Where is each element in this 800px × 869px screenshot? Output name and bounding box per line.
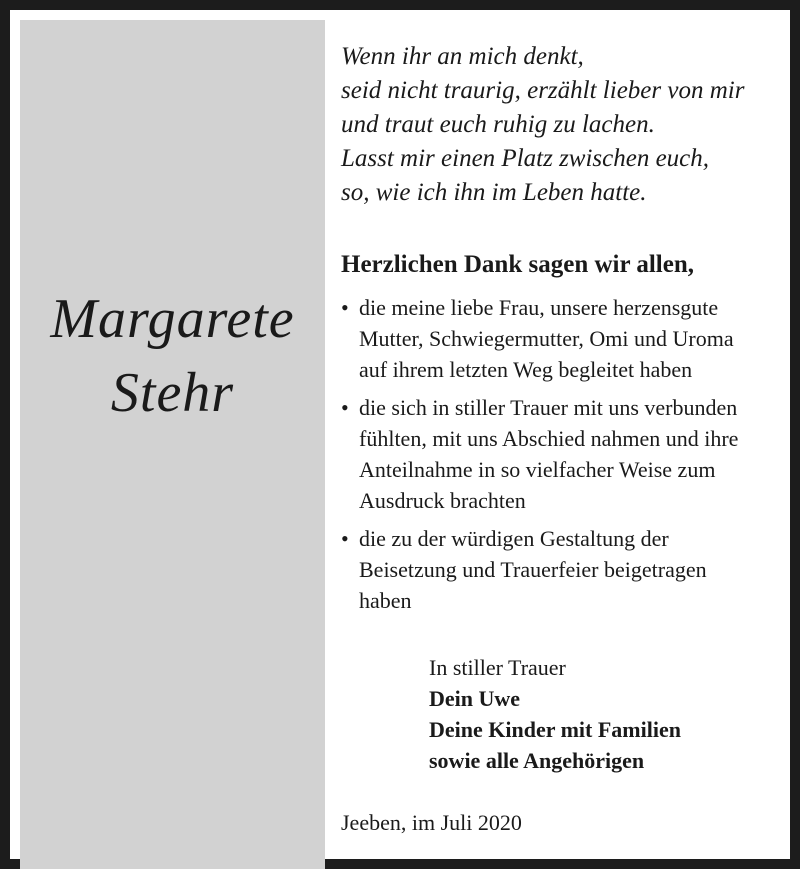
list-item [341, 392, 800, 516]
list-item-line: Mutter, Schwiegermutter, Omi und Uroma [359, 326, 734, 351]
list-item-line: fühlten, mit uns Abschied nahmen und ihre [359, 426, 739, 451]
list-item-line: Beisetzung und Trauerfeier beigetragen [359, 557, 707, 582]
deceased-first-name: Margarete [50, 288, 295, 350]
name-panel [20, 20, 325, 869]
signoff-name: Dein Uwe [429, 686, 521, 711]
list-item-line: die zu der würdigen Gestaltung der [359, 526, 669, 551]
signoff [429, 652, 681, 776]
list-item [341, 523, 800, 616]
bullet-icon: • [341, 526, 349, 551]
list-item-line: die sich in stiller Trauer mit uns verbunden [359, 395, 738, 420]
poem-line: seid nicht traurig, erzählt lieber von mir [341, 77, 745, 104]
poem-line: Wenn ihr an mich denkt, [341, 43, 584, 70]
list-item-line: haben [359, 588, 412, 613]
poem-line: und traut euch ruhig zu lachen. [341, 111, 655, 138]
bullet-icon: • [341, 395, 349, 420]
list-item-line: Anteilnahme in so vielfacher Weise zum [359, 457, 716, 482]
list-item-line: auf ihrem letzten Weg begleitet haben [359, 357, 693, 382]
poem-line: Lasst mir einen Platz zwischen euch, [341, 145, 710, 172]
signoff-name: sowie alle Angehörigen [429, 748, 645, 773]
place-date: Jeeben, im Juli 2020 [341, 810, 522, 835]
deceased-name [20, 282, 325, 430]
list-item-line: die meine liebe Frau, unsere herzensgute [359, 295, 719, 320]
thanks-heading: Herzlichen Dank sagen wir allen, [341, 251, 695, 278]
deceased-last-name: Stehr [110, 362, 235, 424]
poem [341, 40, 744, 210]
list-item-line: Ausdruck brachten [359, 488, 526, 513]
list-item [341, 292, 800, 385]
thanks-list [341, 292, 800, 623]
bullet-icon: • [341, 295, 349, 320]
poem-line: so, wie ich ihn im Leben hatte. [341, 179, 647, 206]
signoff-name: Deine Kinder mit Familien [429, 717, 681, 742]
signoff-intro: In stiller Trauer [429, 655, 566, 680]
